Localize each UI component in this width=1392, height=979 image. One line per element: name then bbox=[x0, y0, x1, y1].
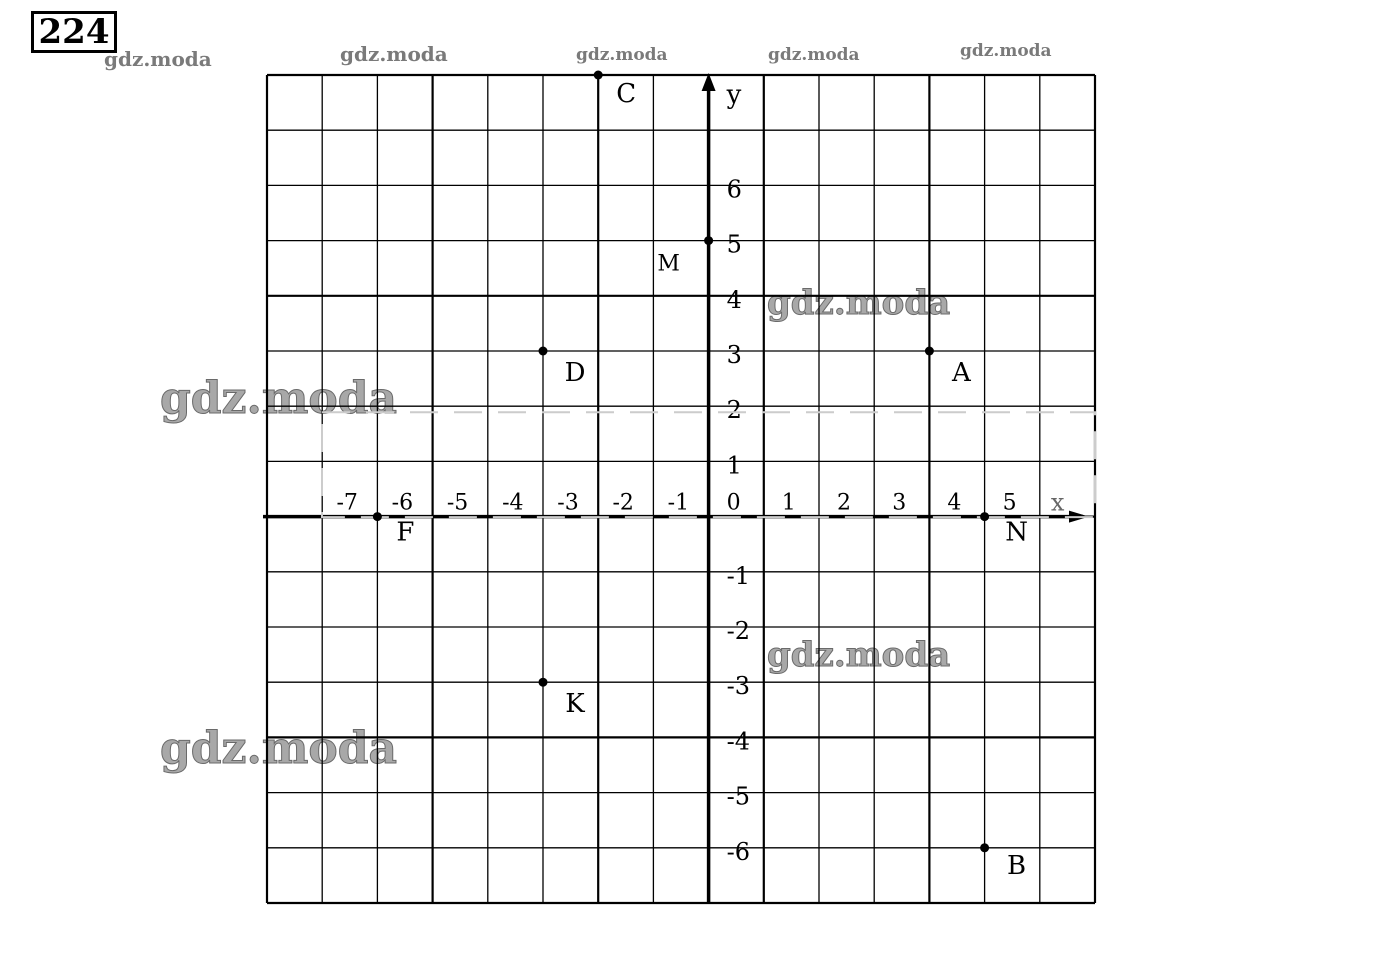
problem-number: 224 bbox=[31, 11, 117, 53]
y-tick-label: -3 bbox=[726, 672, 750, 701]
y-tick-label: 6 bbox=[726, 175, 742, 204]
x-tick-label: -6 bbox=[391, 490, 414, 516]
x-tick-label: -2 bbox=[612, 490, 634, 516]
point-k-label: K bbox=[565, 689, 585, 720]
point-n-label: N bbox=[1005, 517, 1028, 548]
watermark: gdz.moda bbox=[104, 47, 212, 71]
y-tick-label: 1 bbox=[726, 451, 742, 480]
x-tick-label: -5 bbox=[446, 490, 469, 516]
y-tick-label: -2 bbox=[726, 617, 750, 645]
x-tick-label: -4 bbox=[502, 490, 524, 516]
y-axis-label: y bbox=[726, 80, 742, 110]
x-tick-label: 0 bbox=[726, 490, 741, 516]
y-tick-label: 2 bbox=[726, 396, 742, 425]
y-tick-label: -5 bbox=[726, 782, 750, 811]
point-n-dot bbox=[980, 512, 989, 521]
watermark: gdz.moda bbox=[767, 635, 951, 675]
point-b-label: B bbox=[1007, 850, 1027, 881]
point-f-dot bbox=[373, 512, 382, 521]
point-a-dot bbox=[925, 347, 934, 356]
point-f-label: F bbox=[396, 517, 415, 548]
point-d-label: D bbox=[564, 358, 586, 388]
x-tick-label: 4 bbox=[947, 490, 962, 516]
grid bbox=[267, 75, 1095, 903]
watermark: gdz.moda bbox=[767, 283, 951, 323]
point-c-dot bbox=[594, 71, 603, 80]
y-tick-label: -1 bbox=[726, 561, 750, 590]
watermark: gdz.moda bbox=[160, 373, 398, 424]
watermark: gdz.moda bbox=[576, 45, 668, 65]
x-axis-label: x bbox=[1050, 488, 1065, 517]
x-tick-label: 2 bbox=[837, 490, 851, 516]
x-tick-label: -7 bbox=[336, 490, 358, 516]
point-k-dot bbox=[539, 678, 548, 687]
x-tick-label: 5 bbox=[1002, 490, 1017, 516]
point-m-label: M bbox=[657, 251, 680, 277]
watermark: gdz.moda bbox=[340, 42, 448, 66]
watermark: gdz.moda bbox=[768, 45, 860, 65]
y-tick-label: 5 bbox=[726, 230, 742, 259]
axes bbox=[263, 73, 1089, 903]
y-tick-label: 3 bbox=[726, 341, 742, 369]
x-tick-label: 3 bbox=[892, 490, 907, 516]
watermark: gdz.moda bbox=[960, 41, 1052, 61]
y-tick-label: -4 bbox=[726, 727, 750, 756]
watermark: gdz.moda bbox=[160, 723, 398, 774]
point-c-label: C bbox=[616, 79, 637, 109]
x-tick-label: 1 bbox=[781, 490, 796, 516]
point-d-dot bbox=[539, 347, 548, 356]
y-tick-label: -6 bbox=[726, 837, 750, 866]
x-tick-label: -1 bbox=[667, 490, 690, 516]
x-tick-label: -3 bbox=[557, 490, 579, 516]
point-a-label: A bbox=[952, 358, 971, 388]
y-tick-label: 4 bbox=[726, 285, 742, 314]
point-b-dot bbox=[980, 843, 989, 852]
point-m-dot bbox=[704, 236, 713, 245]
